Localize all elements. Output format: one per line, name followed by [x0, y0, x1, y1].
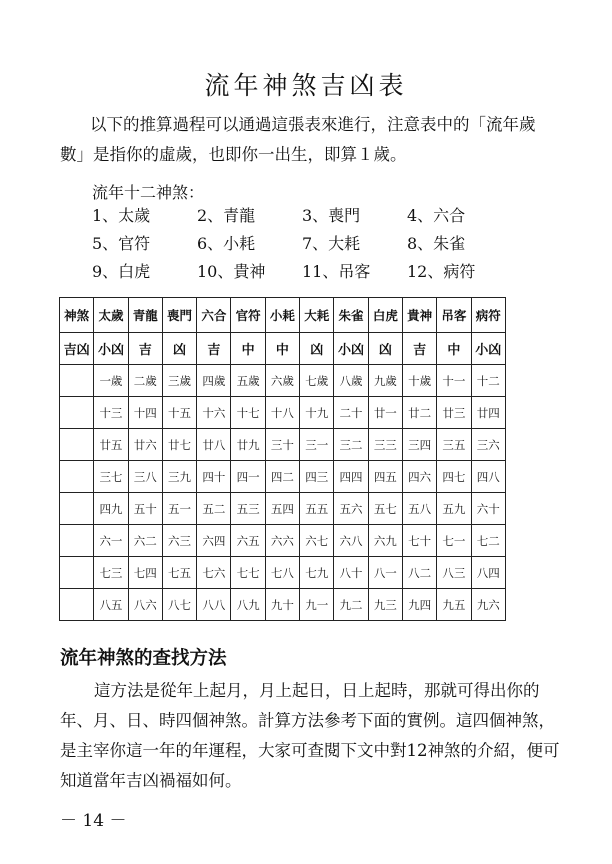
table-cell: 七七: [231, 557, 265, 589]
table-cell: 七九: [300, 557, 334, 589]
table-cell: 凶: [368, 333, 402, 365]
table-cell: 廿六: [128, 429, 162, 461]
table-cell: 中: [265, 333, 299, 365]
table-cell: 吊客: [437, 298, 471, 333]
table-cell: 七歲: [300, 365, 334, 397]
table-cell: 三十: [265, 429, 299, 461]
table-cell: 官符: [231, 298, 265, 333]
table-cell: 中: [231, 333, 265, 365]
table-cell: 八六: [128, 589, 162, 621]
table-cell: 十七: [231, 397, 265, 429]
fortune-table: [59, 297, 506, 621]
table-cell: 貴神: [402, 298, 436, 333]
table-cell: 六七: [300, 525, 334, 557]
table-cell: 七十: [402, 525, 436, 557]
table-cell: 四九: [94, 493, 128, 525]
table-cell: 六六: [265, 525, 299, 557]
table-cell: 九四: [402, 589, 436, 621]
table-cell: 八十: [334, 557, 368, 589]
table-cell: 四五: [368, 461, 402, 493]
table-cell: 八七: [162, 589, 196, 621]
god-list-item: 5、官符: [92, 234, 151, 253]
table-cell: 三六: [471, 429, 505, 461]
table-cell: 八歲: [334, 365, 368, 397]
table-cell: 四四: [334, 461, 368, 493]
table-cell: 小凶: [94, 333, 128, 365]
table-cell: 四七: [437, 461, 471, 493]
table-cell: 五八: [402, 493, 436, 525]
method-heading: 流年神煞的查找方法: [60, 648, 227, 669]
table-cell: 五六: [334, 493, 368, 525]
table-label-cell: 吉凶: [60, 333, 94, 365]
table-row: [60, 461, 506, 493]
table-cell: 廿八: [197, 429, 231, 461]
table-cell: 廿九: [231, 429, 265, 461]
table-row: [60, 493, 506, 525]
table-cell: 九三: [368, 589, 402, 621]
table-row: [60, 429, 506, 461]
table-cell: 小凶: [471, 333, 505, 365]
table-fortune-row: [60, 333, 506, 365]
table-cell: 七六: [197, 557, 231, 589]
table-label-cell: [60, 493, 94, 525]
list-heading: 流年十二神煞：: [92, 183, 205, 202]
table-cell: 三歲: [162, 365, 196, 397]
table-cell: 七三: [94, 557, 128, 589]
table-cell: 三四: [402, 429, 436, 461]
table-row: [60, 557, 506, 589]
table-cell: 十二: [471, 365, 505, 397]
table-label-cell: [60, 557, 94, 589]
table-cell: 四三: [300, 461, 334, 493]
table-cell: 七二: [471, 525, 505, 557]
table-cell: 五歲: [231, 365, 265, 397]
table-cell: 六二: [128, 525, 162, 557]
god-list-item: 6、小耗: [197, 234, 256, 253]
god-list-item: 10、貴神: [197, 262, 266, 281]
table-row: [60, 589, 506, 621]
table-label-cell: [60, 365, 94, 397]
table-cell: 六歲: [265, 365, 299, 397]
table-cell: 五四: [265, 493, 299, 525]
table-cell: 廿七: [162, 429, 196, 461]
table-cell: 三七: [94, 461, 128, 493]
table-cell: 六五: [231, 525, 265, 557]
table-cell: 三一: [300, 429, 334, 461]
table-cell: 小凶: [334, 333, 368, 365]
table-cell: 白虎: [368, 298, 402, 333]
table-cell: 一歲: [94, 365, 128, 397]
god-list-item: 1、太歲: [92, 206, 151, 225]
table-cell: 十一: [437, 365, 471, 397]
table-cell: 十四: [128, 397, 162, 429]
table-cell: 吉: [197, 333, 231, 365]
table-cell: 二十: [334, 397, 368, 429]
table-cell: 朱雀: [334, 298, 368, 333]
table-cell: 四一: [231, 461, 265, 493]
table-cell: 太歲: [94, 298, 128, 333]
table-cell: 六十: [471, 493, 505, 525]
intro-paragraph: [60, 110, 560, 170]
table-cell: 四十: [197, 461, 231, 493]
table-cell: 八四: [471, 557, 505, 589]
table-cell: 七一: [437, 525, 471, 557]
table-cell: 五七: [368, 493, 402, 525]
table-cell: 六三: [162, 525, 196, 557]
table-header-row: [60, 298, 506, 333]
table-cell: 七四: [128, 557, 162, 589]
table-cell: 吉: [402, 333, 436, 365]
table-cell: 八九: [231, 589, 265, 621]
table-cell: 青龍: [128, 298, 162, 333]
table-cell: 九五: [437, 589, 471, 621]
table-cell: 五一: [162, 493, 196, 525]
table-cell: 六九: [368, 525, 402, 557]
table-cell: 凶: [162, 333, 196, 365]
table-cell: 八五: [94, 589, 128, 621]
table-label-cell: [60, 525, 94, 557]
table-cell: 五十: [128, 493, 162, 525]
table-cell: 廿一: [368, 397, 402, 429]
table-cell: 三二: [334, 429, 368, 461]
table-cell: 八一: [368, 557, 402, 589]
table-label-cell: [60, 589, 94, 621]
table-cell: 喪門: [162, 298, 196, 333]
method-text: 這方法是從年上起月，月上起日，日上起時，那就可得出你的年、月、日、時四個神煞。計算方法參考下面的實例。這四個神煞，是主宰你這一年的年運程，大家可查閱下文中對12神煞的介紹，便可知道當年吉凶禍福如何。: [60, 681, 560, 790]
table-cell: 九二: [334, 589, 368, 621]
page-title: 流年神煞吉凶表: [204, 71, 408, 100]
table-cell: 十九: [300, 397, 334, 429]
table-cell: 三三: [368, 429, 402, 461]
god-list-item: 11、吊客: [302, 262, 371, 281]
intro-text: 以下的推算過程可以通過這張表來進行，注意表中的「流年歲數」是指你的虛歲，也即你一出生，即算１歲。: [60, 115, 536, 164]
table-cell: 廿四: [471, 397, 505, 429]
table-cell: 三八: [128, 461, 162, 493]
page-number: － 14 －: [60, 811, 127, 831]
table-cell: 五五: [300, 493, 334, 525]
god-list-item: 2、青龍: [197, 206, 256, 225]
table-cell: 九六: [471, 589, 505, 621]
table-cell: 十五: [162, 397, 196, 429]
table-cell: 九一: [300, 589, 334, 621]
table-cell: 小耗: [265, 298, 299, 333]
god-list-item: 4、六合: [407, 206, 466, 225]
table-cell: 廿五: [94, 429, 128, 461]
table-cell: 二歲: [128, 365, 162, 397]
table-cell: 八二: [402, 557, 436, 589]
table-cell: 八八: [197, 589, 231, 621]
table-label-cell: 神煞: [60, 298, 94, 333]
table-cell: 八三: [437, 557, 471, 589]
table-cell: 五三: [231, 493, 265, 525]
god-list-item: 9、白虎: [92, 262, 151, 281]
table-cell: 四歲: [197, 365, 231, 397]
table-cell: 六合: [197, 298, 231, 333]
table-label-cell: [60, 397, 94, 429]
table-cell: 十歲: [402, 365, 436, 397]
table-cell: 十八: [265, 397, 299, 429]
table-label-cell: [60, 461, 94, 493]
god-list-item: 7、大耗: [302, 234, 361, 253]
table-cell: 四六: [402, 461, 436, 493]
table-cell: 四二: [265, 461, 299, 493]
table-cell: 七八: [265, 557, 299, 589]
table-cell: 中: [437, 333, 471, 365]
god-list-item: 12、病符: [407, 262, 476, 281]
god-list-item: 3、喪門: [302, 206, 361, 225]
table-row: [60, 397, 506, 429]
table-cell: 六四: [197, 525, 231, 557]
table-cell: 三九: [162, 461, 196, 493]
table-cell: 五二: [197, 493, 231, 525]
table-label-cell: [60, 429, 94, 461]
table-cell: 十六: [197, 397, 231, 429]
table-cell: 九十: [265, 589, 299, 621]
table-cell: 六八: [334, 525, 368, 557]
table-cell: 凶: [300, 333, 334, 365]
method-paragraph: [60, 676, 560, 796]
table-row: [60, 365, 506, 397]
table-cell: 七五: [162, 557, 196, 589]
table-cell: 十三: [94, 397, 128, 429]
table-cell: 大耗: [300, 298, 334, 333]
table-cell: 廿二: [402, 397, 436, 429]
table-cell: 廿三: [437, 397, 471, 429]
god-list: [92, 203, 512, 285]
table-cell: 病符: [471, 298, 505, 333]
table-cell: 九歲: [368, 365, 402, 397]
god-list-item: 8、朱雀: [407, 234, 466, 253]
table-cell: 吉: [128, 333, 162, 365]
table-cell: 五九: [437, 493, 471, 525]
table-cell: 四八: [471, 461, 505, 493]
table-cell: 六一: [94, 525, 128, 557]
table-cell: 三五: [437, 429, 471, 461]
table-row: [60, 525, 506, 557]
